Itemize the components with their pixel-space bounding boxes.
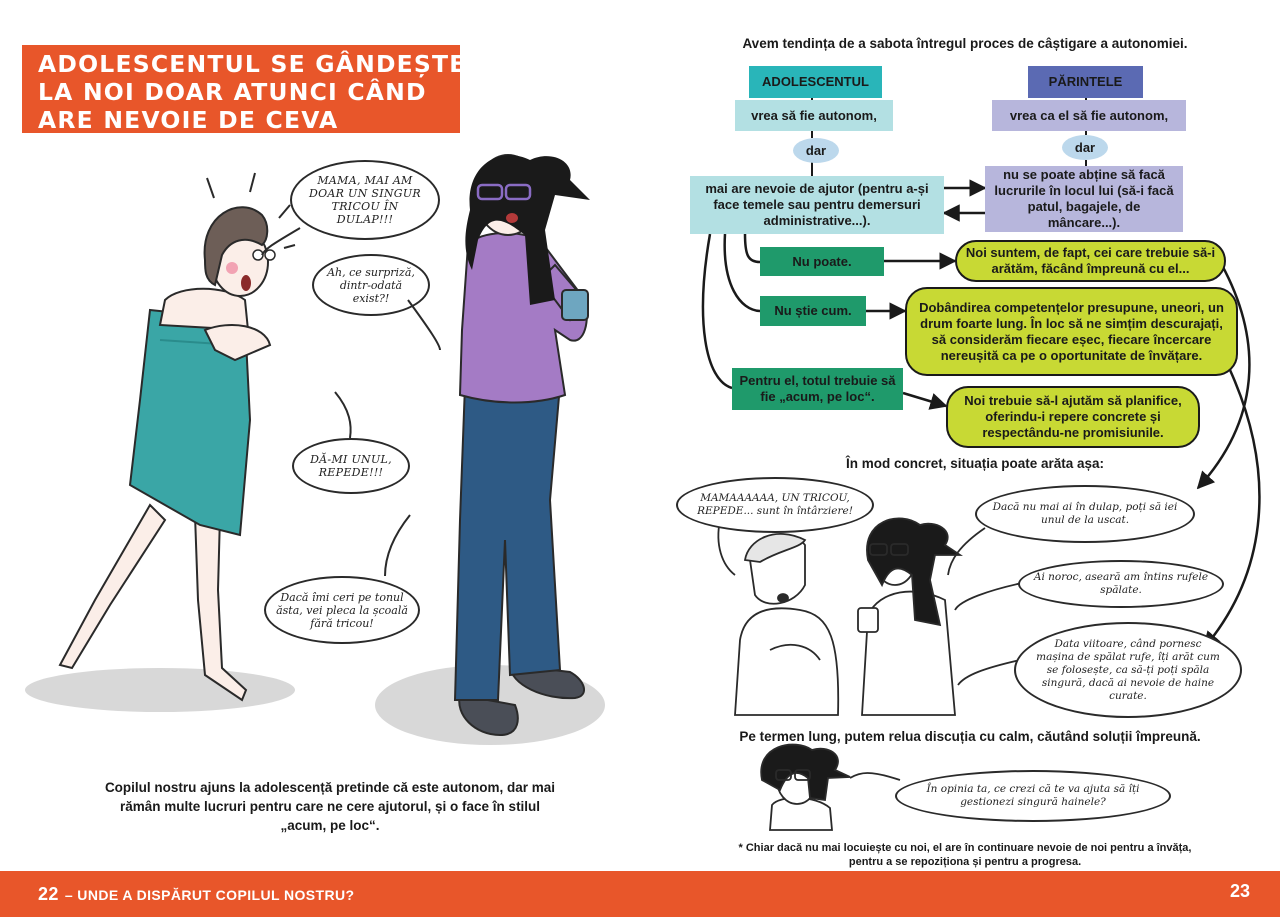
title-line-2: LA NOI DOAR ATUNCI CÂND: [38, 78, 427, 106]
adolescent-label: ADOLESCENTUL: [749, 66, 882, 98]
comic-bubble-mother-2: Ai noroc, aseară am întins rufele spălate.: [1018, 560, 1224, 608]
speech-bubble-teen-2: DĂ-MI UNUL, REPEDE!!!: [292, 438, 410, 494]
page-number-right: 23: [1229, 881, 1250, 901]
title-line-1: ADOLESCENTUL SE GÂNDEȘTE: [38, 50, 467, 78]
footer-left: [38, 884, 354, 905]
book-title: – UNDE A DISPĂRUT COPILUL NOSTRU?: [64, 887, 355, 903]
answer-now: Noi trebuie să-l ajutăm să planifice, oferindu-i repere concrete și respectându-ne promisiunile.: [946, 386, 1200, 448]
mother-with-mug-figure: [858, 518, 960, 715]
speech-bubble-mother-2: Dacă îmi ceri pe tonul ăsta, vei pleca la școală fără tricou!: [264, 576, 420, 644]
answer-cannot: Noi suntem, de fapt, cei care trebuie să-i arătăm, făcând împreună cu el...: [955, 240, 1226, 282]
parent-cant-box: nu se poate abține să facă lucrurile în locul lui (să-i facă patul, bagajele, de mâncare...).: [985, 166, 1183, 232]
right-heading: Avem tendința de a sabota întregul proces de câștigare a autonomiei.: [742, 36, 1188, 51]
speech-bubble-mother-1: Ah, ce surpriză, dintr-odată exist?!: [312, 254, 430, 316]
doesnt-know-box: Nu știe cum.: [760, 296, 866, 326]
now-box: Pentru el, totul trebuie să fie „acum, pe loc“.: [732, 368, 903, 410]
comic-bubble-teen: MAMAAAAAA, UN TRICOU, REPEDE... sunt în întârziere!: [676, 477, 874, 533]
long-term-heading: Pe termen lung, putem relua discuția cu calm, căutând soluții împreună.: [739, 729, 1201, 744]
adolescent-want-box: vrea să fie autonom,: [735, 100, 893, 131]
last-bubble: În opinia ta, ce crezi că te va ajuta să îți gestionezi singură hainele?: [895, 770, 1171, 822]
page-number-left: 22: [38, 884, 59, 904]
comic-bubble-mother-1: Dacă nu mai ai în dulap, poți să iei unul de la uscat.: [975, 485, 1195, 543]
title-line-3: ARE NEVOIE DE CEVA: [38, 106, 339, 134]
but-oval-left: dar: [793, 138, 839, 163]
parent-want-box: vrea ca el să fie autonom,: [992, 100, 1186, 131]
adolescent-need-box: mai are nevoie de ajutor (pentru a-și face temele sau pentru demersuri administrative...).: [690, 176, 944, 234]
girl-with-towel-figure: [735, 534, 838, 715]
answer-doesnt-know: Dobândirea competențelor presupune, uneori, un drum foarte lung. În loc să ne simțim descurajați, să considerăm fiecare eșec, fiecare încercare nereușită ca pe o oportunitate de învățare.: [905, 287, 1238, 376]
speech-bubble-teen-1: MAMA, MAI AM DOAR UN SINGUR TRICOU ÎN DULAP!!!: [290, 160, 440, 240]
but-oval-right: dar: [1062, 135, 1108, 160]
parent-label: PĂRINTELE: [1028, 66, 1143, 98]
footer-bar: [0, 871, 1280, 917]
concrete-heading: În mod concret, situația poate arăta așa:: [845, 456, 1105, 471]
mother-bust-figure: [761, 745, 850, 830]
cannot-box: Nu poate.: [760, 247, 884, 276]
left-caption: Copilul nostru ajuns la adolescență pretinde că este autonom, dar mai rămân multe lucruri pentru care ne cere ajutorul, și o face în stilul „acum, pe loc“.: [104, 780, 556, 833]
comic-bubble-mother-3: Data viitoare, când pornesc mașina de spălat rufe, îți arăt cum se folosește, ca să-ți poți spăla singură, dacă ai nevoie de haine curate.: [1014, 622, 1242, 718]
footnote: * Chiar dacă nu mai locuiește cu noi, el are în continuare nevoie de noi pentru a învăța, pentru a se repoziționa și pentru a progresa.: [738, 842, 1192, 868]
